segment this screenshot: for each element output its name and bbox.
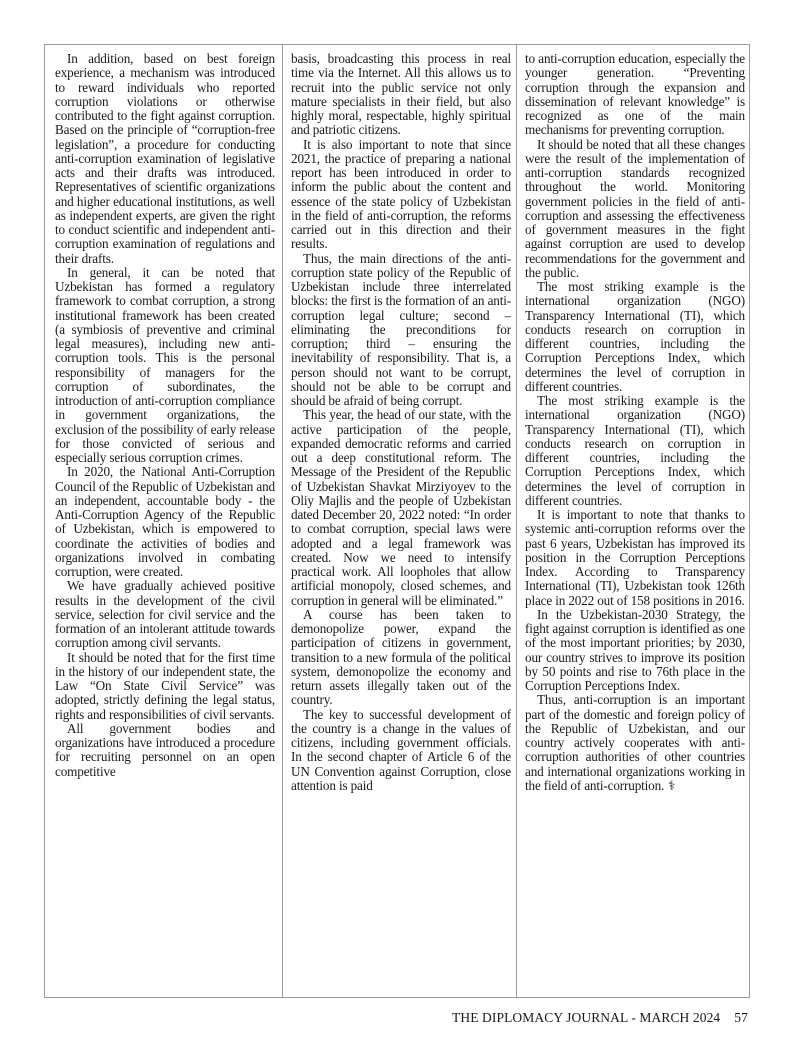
paragraph: The most striking example is the international organization (NGO) Transparency International (TI), which conducts research on corruption in different countries, including the Corruption Perceptions Index, which determines the level of corruption in different countries.	[525, 393, 745, 508]
paragraph: It is also important to note that since 2021, the practice of preparing a national report has been introduced in order to inform the public about the content and essence of the state policy of Uzbekistan in the field of anti-corruption, the reforms carried out in this direction and their results.	[291, 136, 511, 252]
paragraph: The most striking example is the international organization (NGO) Transparency International (TI), which conducts research on corruption in different countries, including the Corruption Perceptions Index, which determines the level of corruption in different countries.	[525, 279, 745, 394]
paragraph-continuation: basis, broadcasting this process in real time via the Internet. All this allows us to recruit into the public service not only mature specialists in their field, but also highly moral, respectable, highly spiritual and patriotic citizens.	[291, 52, 511, 138]
paragraph: A course has been taken to demonopolize power, expand the participation of citizens in government, transition to a new formula of the political system, demonopolize the economy and return assets illegally taken out of the country.	[291, 606, 511, 708]
paragraph-final-text: Thus, anti-corruption is an important part of the domestic and foreign policy of the Republic of Uzbekistan, and our country actively cooperates with anti-corruption authorities of other countries and international organizations working in the field of anti-corruption.	[525, 692, 745, 793]
text-column-1	[55, 52, 275, 1002]
paragraph: In general, it can be noted that Uzbekistan has formed a regulatory framework to combat corruption, a strong institutional framework has been created (a symbiosis of preventive and criminal legal measures), including new anti-corruption tools. This is the personal responsibility of managers for the corruption of subordinates, the introduction of anti-corruption compliance in government organizations, the exclusion of the possibility of early release for those convicted of serious and especially serious corruption crimes.	[55, 264, 275, 465]
paragraph-final	[525, 693, 745, 793]
paragraph: It should be noted that for the first time in the history of our independent state, the Law “On State Civil Service” was adopted, strictly defining the legal status, rights and responsibilities of civil servants.	[55, 649, 275, 722]
text-column-3	[525, 52, 745, 1002]
paragraph: It is important to note that thanks to systemic anti-corruption reforms over the past 6 years, Uzbekistan has improved its position in the Corruption Perceptions Index. According to Transparency International (TI), Uzbekistan took 126th place in 2022 out of 158 positions in 2016.	[525, 507, 745, 608]
column-divider	[516, 45, 517, 997]
text-column-2	[291, 52, 511, 1002]
paragraph: This year, the head of our state, with the active participation of the people, expanded democratic reforms and carried out a deep constitutional reform. The Message of the President of the Republic of Uzbekistan Shavkat Mirziyoyev to the Oliy Majlis and the people of Uzbekistan dated December 20, 2022 noted: “In order to combat corruption, special laws were adopted and a legal framework was created. Now we need to intensify practical work. All loopholes that allow artificial monopoly, closed schemes, and corruption in general will be eliminated.”	[291, 407, 511, 608]
paragraph: In 2020, the National Anti-Corruption Council of the Republic of Uzbekistan and an independent, accountable body - the Anti-Corruption Agency of the Republic of Uzbekistan, which is empowered to coordinate the activities of bodies and organizations involved in combating corruption, were created.	[55, 464, 275, 579]
paragraph: In the Uzbekistan-2030 Strategy, the fight against corruption is identified as one of the most important priorities; by 2030, our country strives to improve its position by 50 points and rise to 76th place in the Corruption Perceptions Index.	[525, 606, 745, 693]
paragraph: Thus, the main directions of the anti-corruption state policy of the Republic of Uzbekistan include three interrelated blocks: the first is the formation of an anti-corruption legal culture; second – eliminating the preconditions for corruption; third – ensuring the inevitability of responsibility. That is, a person should not want to be corrupt, should not be able to be corrupt and should be afraid of being corrupt.	[291, 250, 511, 408]
paragraph: All government bodies and organizations have introduced a procedure for recruiting personnel on an open competitive	[55, 720, 275, 779]
paragraph: We have gradually achieved positive results in the development of the civil service, selection for civil service and the formation of an intolerant attitude towards corruption among civil servants.	[55, 578, 275, 651]
page-number: 57	[734, 1010, 748, 1025]
paragraph: It should be noted that all these changes were the result of the implementation of anti-corruption standards recognized throughout the world. Monitoring government policies in the field of anti-corruption and assessing the effectiveness of government measures in the fight against corruption are used to develop recommendations for the government and the public.	[525, 136, 745, 280]
column-divider	[282, 45, 283, 997]
paragraph-continuation: to anti-corruption education, especially the younger generation. “Preventing corruption through the expansion and dissemination of relevant knowledge” is recognized as one of the main mechanisms for preventing corruption.	[525, 52, 745, 138]
page-footer	[452, 1010, 748, 1026]
paragraph: In addition, based on best foreign experience, a mechanism was introduced to reward individuals who reported corruption violations or otherwise contributed to the fight against corruption. Based on the principle of “corruption-free legislation”, a procedure for conducting anti-corruption examination of legislative acts and their drafts was introduced. Representatives of scientific organizations and higher educational institutions, as well as independent experts, are given the right to conduct scientific and independent anti-corruption examination of regulations and their drafts.	[55, 52, 275, 266]
journal-name: THE DIPLOMACY JOURNAL - MARCH 2024	[452, 1010, 721, 1025]
end-of-article-icon: ⚕	[668, 777, 676, 793]
paragraph: The key to successful development of the country is a change in the values of citizens, including government officials. In the second chapter of Article 6 of the UN Convention against Corruption, close attention is paid	[291, 706, 511, 793]
